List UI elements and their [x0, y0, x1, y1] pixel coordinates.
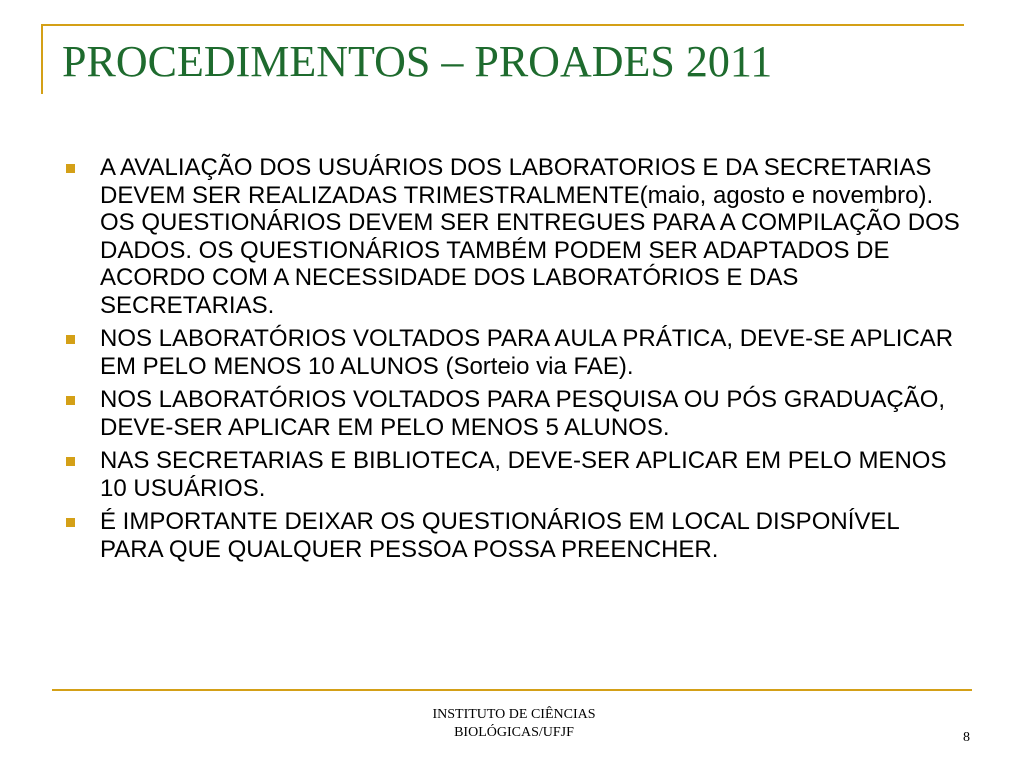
- page-number: 8: [963, 730, 970, 745]
- square-bullet-icon: [66, 396, 75, 405]
- bullet-text: NOS LABORATÓRIOS VOLTADOS PARA PESQUISA OU PÓS GRADUAÇÃO, DEVE-SER APLICAR EM PELO MENOS 5 ALUNOS.: [100, 386, 946, 441]
- bullet-text: A AVALIAÇÃO DOS USUÁRIOS DOS LABORATORIOS E DA SECRETARIAS DEVEM SER REALIZADAS TRIMESTRALMENTE(maio, agosto e novembro). OS QUESTIONÁRIOS DEVEM SER ENTREGUES PARA A COMPILAÇÃO DOS DADOS. OS QUESTIONÁRIOS TAMBÉM PODEM SER ADAPTADOS DE ACORDO COM A NECESSIDADE DOS LABORATÓRIOS E DAS SECRETARIAS.: [100, 154, 960, 319]
- top-divider: [41, 24, 964, 26]
- footer-divider: [52, 689, 972, 691]
- square-bullet-icon: [66, 335, 75, 344]
- square-bullet-icon: [66, 518, 75, 527]
- square-bullet-icon: [66, 164, 75, 173]
- footer-institution: [380, 706, 648, 742]
- bullet-item: [62, 154, 962, 319]
- footer-line-2: BIOLÓGICAS/UFJF: [454, 725, 574, 740]
- bullet-item: [62, 325, 962, 380]
- bullet-item: [62, 386, 962, 441]
- footer-line-1: INSTITUTO DE CIÊNCIAS: [432, 707, 596, 722]
- bullet-text: NOS LABORATÓRIOS VOLTADOS PARA AULA PRÁTICA, DEVE-SE APLICAR EM PELO MENOS 10 ALUNOS (Sorteio via FAE).: [100, 325, 954, 380]
- left-divider: [41, 24, 43, 94]
- square-bullet-icon: [66, 457, 75, 466]
- bullet-item: [62, 447, 962, 502]
- bullet-list: [62, 154, 962, 569]
- bullet-text: NAS SECRETARIAS E BIBLIOTECA, DEVE-SER APLICAR EM PELO MENOS 10 USUÁRIOS.: [100, 447, 947, 502]
- bullet-text: É IMPORTANTE DEIXAR OS QUESTIONÁRIOS EM LOCAL DISPONÍVEL PARA QUE QUALQUER PESSOA POSSA PREENCHER.: [100, 508, 899, 563]
- bullet-item: [62, 508, 962, 563]
- slide-title: PROCEDIMENTOS – PROADES 2011: [62, 37, 773, 86]
